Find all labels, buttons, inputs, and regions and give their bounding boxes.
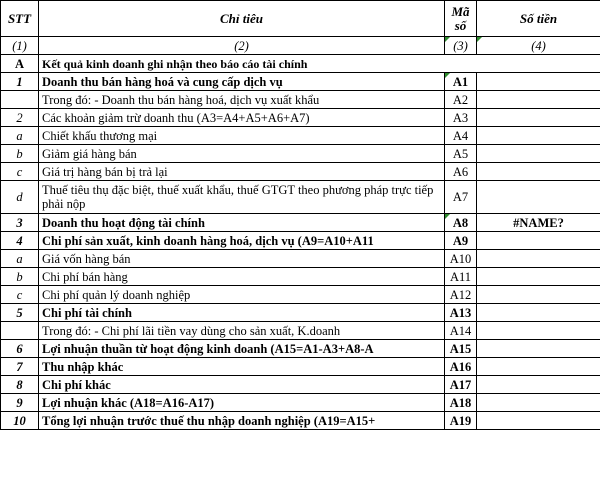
row-amount[interactable] [477,286,600,304]
row-amount[interactable]: #NAME? [477,214,600,232]
amount-header[interactable]: Số tiền [477,1,600,37]
code-header[interactable] [445,1,477,37]
table-row [1,91,600,109]
row-stt[interactable]: 3 [1,214,39,232]
row-amount[interactable] [477,127,600,145]
table-row [1,358,600,376]
row-label[interactable]: Chi phí khác [39,376,445,394]
row-code[interactable]: A8 [445,214,477,232]
row-label[interactable]: Giá trị hàng bán bị trả lại [39,163,445,181]
code-header-line2: số [454,17,467,33]
row-stt[interactable] [1,91,39,109]
row-amount[interactable] [477,73,600,91]
row-label[interactable]: Doanh thu hoạt động tài chính [39,214,445,232]
row-amount[interactable] [477,91,600,109]
section-title[interactable]: Kết quả kinh doanh ghi nhận theo báo cáo tài chính [39,55,600,73]
row-stt[interactable]: 8 [1,376,39,394]
table-row [1,322,600,340]
code-header-line1: Mã [451,3,470,19]
row-label[interactable]: Chi phí sản xuất, kinh doanh hàng hoá, dịch vụ (A9=A10+A11 [39,232,445,250]
row-code[interactable]: A5 [445,145,477,163]
row-amount[interactable] [477,250,600,268]
row-label[interactable]: Trong đó: - Doanh thu bán hàng hoá, dịch vụ xuất khẩu [39,91,445,109]
row-label[interactable]: Lợi nhuận thuần từ hoạt động kinh doanh (A15=A1-A3+A8-A [39,340,445,358]
section-row [1,55,600,73]
row-stt[interactable]: 1 [1,73,39,91]
row-stt[interactable]: b [1,268,39,286]
table-row [1,127,600,145]
row-stt[interactable]: d [1,181,39,214]
row-code[interactable]: A19 [445,412,477,430]
row-label[interactable]: Chi phí quản lý doanh nghiệp [39,286,445,304]
row-code[interactable]: A2 [445,91,477,109]
row-stt[interactable]: 7 [1,358,39,376]
row-code[interactable]: A6 [445,163,477,181]
row-code[interactable]: A4 [445,127,477,145]
table-row [1,340,600,358]
row-code[interactable]: A15 [445,340,477,358]
row-code[interactable]: A16 [445,358,477,376]
table-row [1,394,600,412]
row-label[interactable]: Tổng lợi nhuận trước thuế thu nhập doanh nghiệp (A19=A15+ [39,412,445,430]
row-code[interactable]: A17 [445,376,477,394]
table-row [1,163,600,181]
column-number-1[interactable]: (1) [1,37,39,55]
indicator-header[interactable]: Chỉ tiêu [39,1,445,37]
row-amount[interactable] [477,322,600,340]
table-row [1,412,600,430]
stt-header[interactable]: STT [1,1,39,37]
row-amount[interactable] [477,109,600,127]
row-code[interactable]: A11 [445,268,477,286]
row-amount[interactable] [477,376,600,394]
row-stt[interactable]: c [1,286,39,304]
row-code[interactable]: A1 [445,73,477,91]
row-code[interactable]: A9 [445,232,477,250]
row-amount[interactable] [477,232,600,250]
row-label[interactable]: Thuế tiêu thụ đặc biệt, thuế xuất khẩu, thuế GTGT theo phương pháp trực tiếp phải nộp [39,181,445,214]
row-code[interactable]: A3 [445,109,477,127]
row-code[interactable]: A13 [445,304,477,322]
section-stt[interactable]: A [1,55,39,73]
row-label[interactable]: Chi phí bán hàng [39,268,445,286]
row-amount[interactable] [477,394,600,412]
row-label[interactable]: Doanh thu bán hàng hoá và cung cấp dịch vụ [39,73,445,91]
row-amount[interactable] [477,145,600,163]
row-code[interactable]: A10 [445,250,477,268]
row-stt[interactable]: 6 [1,340,39,358]
row-stt[interactable]: 2 [1,109,39,127]
row-stt[interactable] [1,322,39,340]
column-number-4[interactable]: (4) [477,37,600,55]
row-amount[interactable] [477,340,600,358]
row-stt[interactable]: 4 [1,232,39,250]
row-amount[interactable] [477,181,600,214]
table-row [1,214,600,232]
row-label[interactable]: Lợi nhuận khác (A18=A16-A17) [39,394,445,412]
column-number-2[interactable]: (2) [39,37,445,55]
column-number-3[interactable]: (3) [445,37,477,55]
row-stt[interactable]: b [1,145,39,163]
row-label[interactable]: Thu nhập khác [39,358,445,376]
row-code[interactable]: A14 [445,322,477,340]
table-row [1,268,600,286]
row-stt[interactable]: 9 [1,394,39,412]
row-label[interactable]: Các khoản giảm trừ doanh thu (A3=A4+A5+A6+A7) [39,109,445,127]
row-label[interactable]: Chiết khấu thương mại [39,127,445,145]
row-stt[interactable]: a [1,250,39,268]
row-code[interactable]: A12 [445,286,477,304]
row-stt[interactable]: 10 [1,412,39,430]
table-row [1,286,600,304]
row-label[interactable]: Giá vốn hàng bán [39,250,445,268]
row-amount[interactable] [477,412,600,430]
row-amount[interactable] [477,304,600,322]
table-row [1,73,600,91]
row-code[interactable]: A18 [445,394,477,412]
row-amount[interactable] [477,163,600,181]
row-label[interactable]: Chi phí tài chính [39,304,445,322]
row-stt[interactable]: c [1,163,39,181]
row-label[interactable]: Giảm giá hàng bán [39,145,445,163]
table-row [1,145,600,163]
row-code[interactable]: A7 [445,181,477,214]
row-stt[interactable]: 5 [1,304,39,322]
table-row [1,109,600,127]
table-row [1,304,600,322]
table-row [1,181,600,214]
table-row [1,250,600,268]
row-stt[interactable]: a [1,127,39,145]
column-number-row [1,37,600,55]
header-row [1,1,600,37]
row-amount[interactable] [477,268,600,286]
table-row [1,376,600,394]
row-label[interactable]: Trong đó: - Chi phí lãi tiền vay dùng cho sản xuất, K.doanh [39,322,445,340]
row-amount[interactable] [477,358,600,376]
table-row [1,232,600,250]
